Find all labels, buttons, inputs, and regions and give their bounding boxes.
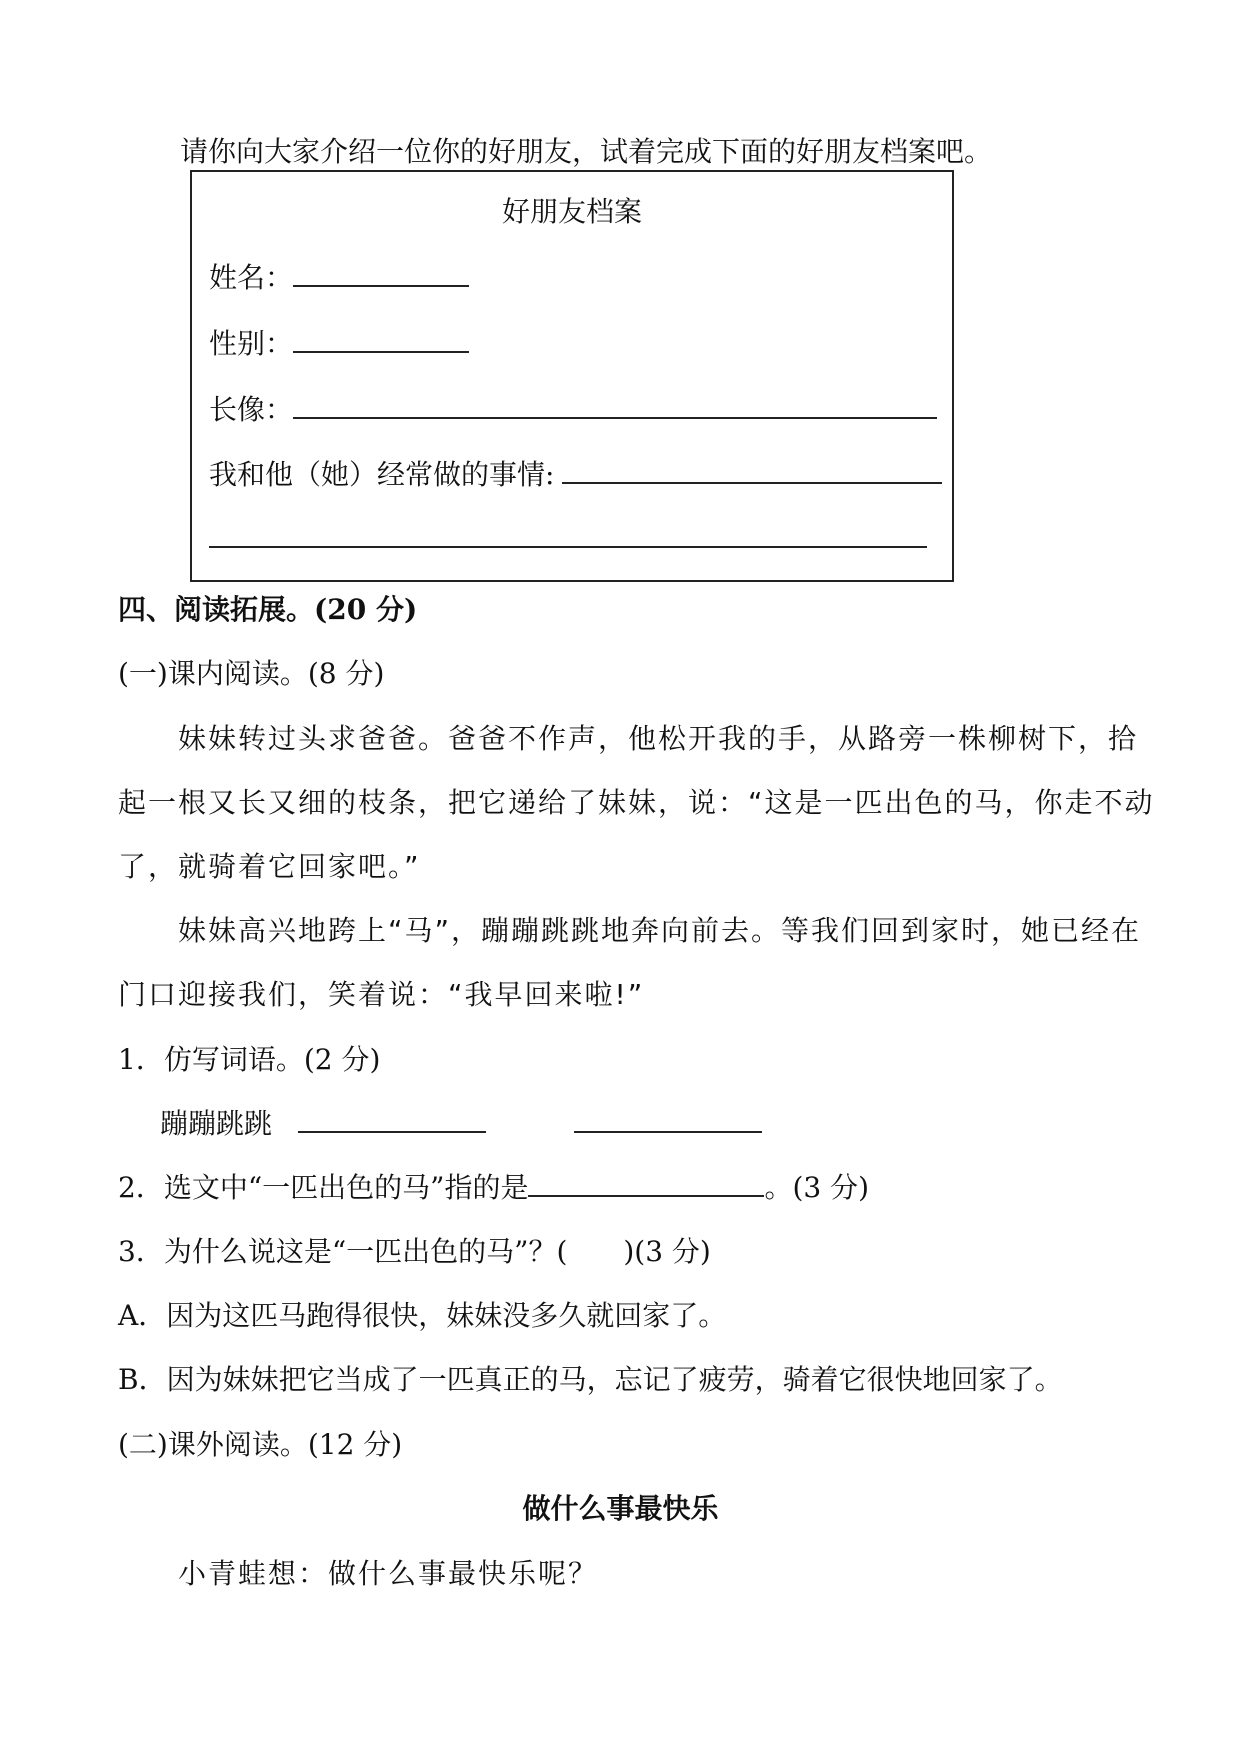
- name-label: 姓名：: [209, 261, 294, 294]
- gender-blank[interactable]: [293, 327, 469, 353]
- passage-line: 妹妹转过头求爸爸。爸爸不作声，他松开我的手，从路旁一株柳树下，拾: [178, 722, 1139, 755]
- q3-option-a: A．因为这匹马跑得很快，妹妹没多久就回家了。: [118, 1299, 727, 1332]
- q1-example: 蹦蹦跳跳: [160, 1107, 273, 1140]
- activity-blank-line2[interactable]: [209, 546, 927, 548]
- passage-line: 门口迎接我们，笑着说：“我早回来啦!”: [118, 978, 645, 1011]
- intro-text: 请你向大家介绍一位你的好朋友，试着完成下面的好朋友档案吧。: [180, 135, 993, 168]
- friend-profile-card: [190, 170, 954, 582]
- part2-heading: (二)课外阅读。(12 分): [118, 1428, 403, 1461]
- q2-tail: 。(3 分): [764, 1171, 870, 1204]
- question-3: 3．为什么说这是“一匹出色的马”？( )(3 分): [118, 1235, 711, 1268]
- gender-row: [209, 326, 469, 362]
- card-title: 好朋友档案: [501, 195, 642, 228]
- gender-label: 性别：: [209, 327, 294, 360]
- activity-label: 我和他（她）经常做的事情:: [209, 458, 555, 491]
- q3-option-b: B．因为妹妹把它当成了一匹真正的马，忘记了疲劳，骑着它很快地回家了。: [118, 1363, 1063, 1396]
- looks-blank[interactable]: [293, 393, 937, 419]
- q2-text: 2．选文中“一匹出色的马”指的是: [118, 1171, 529, 1204]
- passage-line: 了，就骑着它回家吧。”: [118, 850, 421, 883]
- story-line: 小青蛙想：做什么事最快乐呢？: [178, 1557, 599, 1590]
- passage-line: 起一根又长又细的枝条，把它递给了妹妹，说：“这是一匹出色的马，你走不动: [118, 786, 1155, 819]
- q1-row: [160, 1106, 762, 1142]
- name-blank[interactable]: [293, 261, 469, 287]
- part1-heading: (一)课内阅读。(8 分): [118, 657, 385, 690]
- looks-row: [209, 392, 937, 428]
- q1-answer-blank[interactable]: [574, 1107, 762, 1133]
- question-1: 1．仿写词语。(2 分): [118, 1043, 381, 1076]
- name-row: [209, 260, 469, 296]
- q1-answer-blank[interactable]: [298, 1107, 486, 1133]
- question-2: [118, 1170, 869, 1206]
- q2-answer-blank[interactable]: [528, 1171, 764, 1197]
- activity-row: [209, 457, 942, 493]
- looks-label: 长像：: [209, 393, 294, 426]
- story-title: 做什么事最快乐: [522, 1492, 719, 1525]
- section4-heading: 四、阅读拓展。(20 分): [118, 593, 418, 626]
- activity-blank[interactable]: [562, 458, 942, 484]
- passage-line: 妹妹高兴地跨上“马”，蹦蹦跳跳地奔向前去。等我们回到家时，她已经在: [178, 914, 1142, 947]
